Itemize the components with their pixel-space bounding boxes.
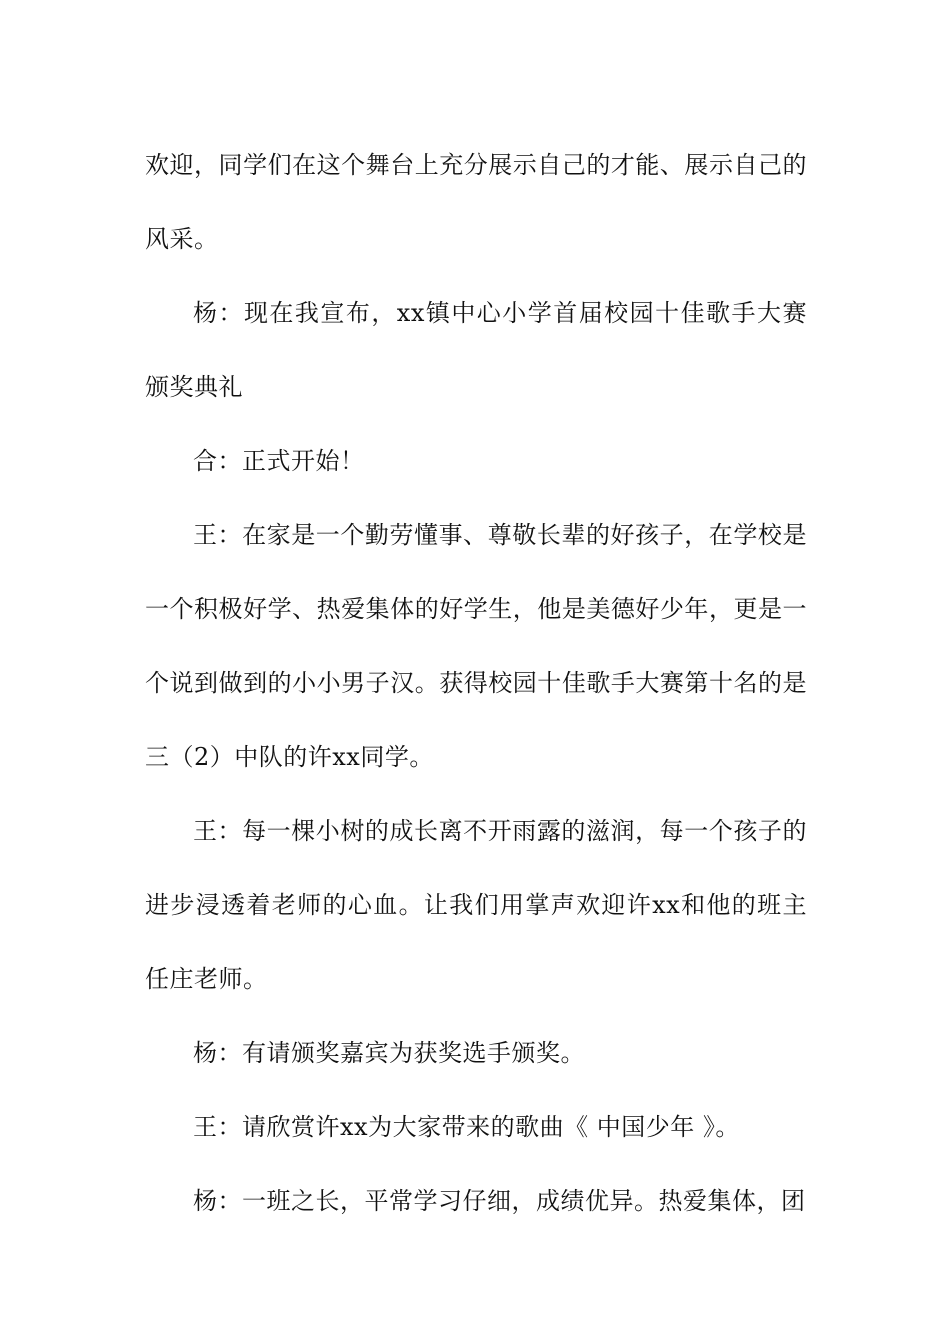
paragraph-song: 王：请欣赏许xx为大家带来的歌曲《 中国少年 》。 [193,1113,740,1141]
paragraph-continuation: 欢迎，同学们在这个舞台上充分展示自己的才能、展示自己的风采。 [145,151,807,253]
paragraph-next-introduction: 杨：一班之长，平常学习仔细，成绩优异。热爱集体，团 [193,1187,806,1215]
paragraph-introduction: 王：在家是一个勤劳懂事、尊敬长辈的好孩子，在学校是一个积极好学、热爱集体的好学生，他是美德好少年，更是一个说到做到的小小男子汉。获得校园十佳歌手大赛第十名的是三（2）中队的许xx同学。 [145,521,807,771]
paragraph-together: 合：正式开始！ [193,447,365,475]
paragraph-announcement: 杨：现在我宣布，xx镇中心小学首届校园十佳歌手大赛颁奖典礼 [145,299,807,401]
document-body [145,128,807,1238]
paragraph-teacher-welcome: 王：每一棵小树的成长离不开雨露的滋润，每一个孩子的进步浸透着老师的心血。让我们用掌声欢迎许xx和他的班主任庄老师。 [145,817,807,993]
paragraph-award-guests: 杨：有请颁奖嘉宾为获奖选手颁奖。 [193,1039,585,1067]
